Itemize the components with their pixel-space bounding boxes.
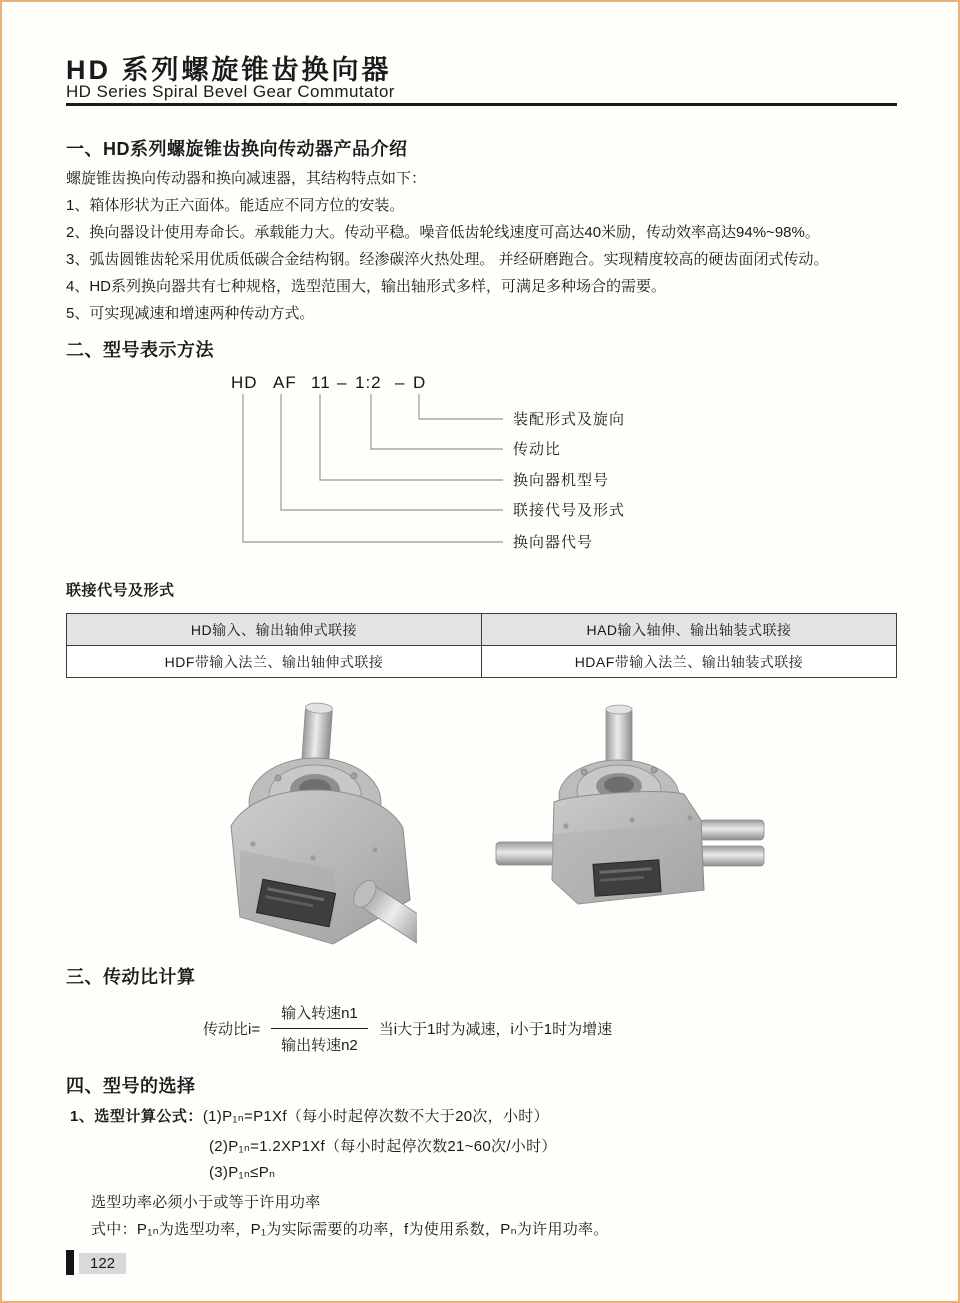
formula-fraction (271, 999, 368, 1058)
model-token-series: HD (231, 373, 258, 392)
page-number-bar (66, 1250, 74, 1275)
section1-heading: 一、HD系列螺旋锥齿换向传动器产品介绍 (66, 139, 408, 159)
table-cell: HAD输入轴伸、输出轴装式联接 (482, 614, 897, 646)
fraction-numerator: 输入转速n1 (271, 999, 368, 1029)
feature-item: 3、弧齿圆锥齿轮采用优质低碳合金结构钢。经渗碳淬火热处理。 并经研磨跑合。实现精度较高的硬齿面闭式传动。 (66, 251, 829, 268)
diagram-label-size: 换向器机型号 (513, 472, 610, 489)
diagram-connector-lines (2, 368, 960, 564)
ratio-formula (203, 999, 612, 1058)
selection-note-2: 式中：P₁ₙ为选型功率，P₁为实际需要的功率，f为使用系数，Pₙ为许用功率。 (91, 1221, 609, 1238)
selection-formula-label: 1、选型计算公式： (70, 1108, 203, 1125)
model-designation-diagram (2, 368, 960, 564)
feature-item: 4、HD系列换向器共有七种规格，选型范围大，输出轴形式多样，可满足多种场合的需要。 (66, 278, 667, 295)
table-cell: HD输入、输出轴伸式联接 (67, 614, 482, 646)
section3-heading: 三、传动比计算 (66, 967, 196, 987)
gearbox-photo-right (494, 704, 768, 910)
section1-body (66, 165, 829, 327)
feature-item: 2、换向器设计使用寿命长。承载能力大。传动平稳。噪音低齿轮线速度可高达40米励，传动效率高达94%~98%。 (66, 224, 820, 241)
diagram-label-assembly: 装配形式及旋向 (513, 411, 626, 428)
formula-note: 当i大于1时为减速，i小于1时为增速 (378, 1021, 613, 1038)
page-number-badge: 122 (79, 1253, 126, 1274)
selection-formula-line (70, 1105, 549, 1126)
section2-heading: 二、型号表示方法 (66, 340, 214, 360)
model-token-dash: – (395, 373, 406, 392)
feature-item: 5、可实现减速和增速两种传动方式。 (66, 305, 315, 322)
fraction-denominator: 输出转速n2 (281, 1037, 358, 1054)
model-token-connection: AF (273, 373, 297, 392)
feature-item: 1、箱体形状为正六面体。能适应不同方位的安装。 (66, 197, 405, 214)
selection-formula-1: (1)P₁ₙ=P1Xf（每小时起停次数不大于20次，小时） (202, 1108, 549, 1125)
connection-table (66, 613, 897, 678)
formula-prefix: 传动比i= (203, 1021, 261, 1038)
table-cell: HDF带输入法兰、输出轴伸式联接 (67, 646, 482, 678)
table-row (67, 614, 897, 646)
gearbox-photo-left (215, 698, 417, 948)
diagram-label-ratio: 传动比 (513, 441, 562, 458)
page-title: HD 系列螺旋锥齿换向器 (66, 55, 392, 85)
connection-table-title: 联接代号及形式 (66, 582, 175, 599)
title-rule (66, 103, 897, 106)
diagram-label-series: 换向器代号 (513, 534, 594, 551)
selection-note-1: 选型功率必须小于或等于许用功率 (91, 1194, 321, 1211)
table-cell: HDAF带输入法兰、输出轴装式联接 (482, 646, 897, 678)
selection-formula-3: (3)P₁ₙ≤Pₙ (209, 1164, 276, 1181)
model-token-assembly: D (413, 373, 427, 392)
page-subtitle: HD Series Spiral Bevel Gear Commutator (66, 82, 395, 101)
section1-intro: 螺旋锥齿换向传动器和换向减速器，其结构特点如下： (66, 170, 427, 187)
diagram-label-connection: 联接代号及形式 (513, 502, 626, 519)
model-token-ratio: 1:2 (355, 373, 382, 392)
section4-heading: 四、型号的选择 (66, 1076, 196, 1096)
selection-formula-2: (2)P₁ₙ=1.2XP1Xf（每小时起停次数21~60次/小时） (209, 1138, 557, 1155)
table-row (67, 646, 897, 678)
model-token-size: 11 (311, 373, 331, 392)
model-token-dash: – (337, 373, 348, 392)
